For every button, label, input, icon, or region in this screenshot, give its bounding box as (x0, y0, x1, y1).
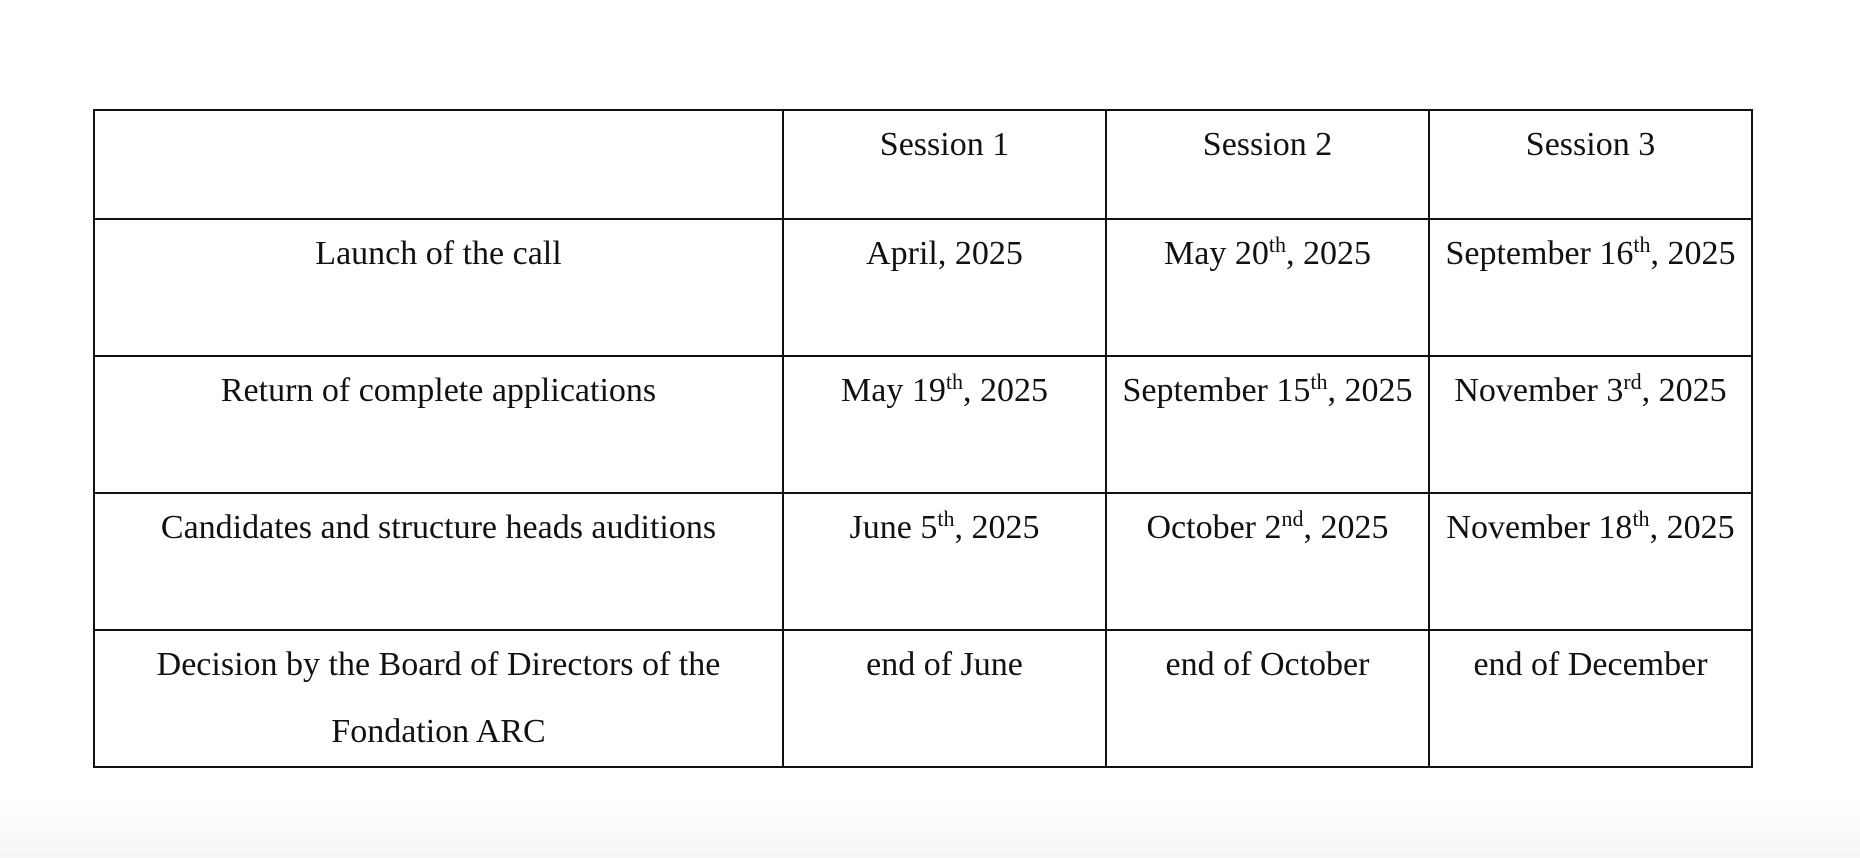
table-row (94, 219, 1752, 356)
schedule-table (93, 109, 1753, 768)
header-cell-session-1: Session 1 (783, 110, 1106, 219)
header-row (94, 110, 1752, 219)
date-cell: end of December (1429, 630, 1752, 767)
date-cell: June 5th, 2025 (783, 493, 1106, 630)
date-cell: May 20th, 2025 (1106, 219, 1429, 356)
row-label: Candidates and structure heads auditions (94, 493, 783, 630)
row-label: Decision by the Board of Directors of the Fondation ARC (94, 630, 783, 767)
date-cell: May 19th, 2025 (783, 356, 1106, 493)
date-cell: September 16th, 2025 (1429, 219, 1752, 356)
date-cell: September 15th, 2025 (1106, 356, 1429, 493)
table-row (94, 493, 1752, 630)
date-cell: November 18th, 2025 (1429, 493, 1752, 630)
table-row (94, 356, 1752, 493)
header-cell-session-2: Session 2 (1106, 110, 1429, 219)
date-cell: October 2nd, 2025 (1106, 493, 1429, 630)
table-row (94, 630, 1752, 767)
date-cell: end of June (783, 630, 1106, 767)
header-cell-empty (94, 110, 783, 219)
date-cell: November 3rd, 2025 (1429, 356, 1752, 493)
date-cell: April, 2025 (783, 219, 1106, 356)
row-label: Return of complete applications (94, 356, 783, 493)
header-cell-session-3: Session 3 (1429, 110, 1752, 219)
date-cell: end of October (1106, 630, 1429, 767)
row-label: Launch of the call (94, 219, 783, 356)
page-bottom-fade (0, 798, 1860, 858)
